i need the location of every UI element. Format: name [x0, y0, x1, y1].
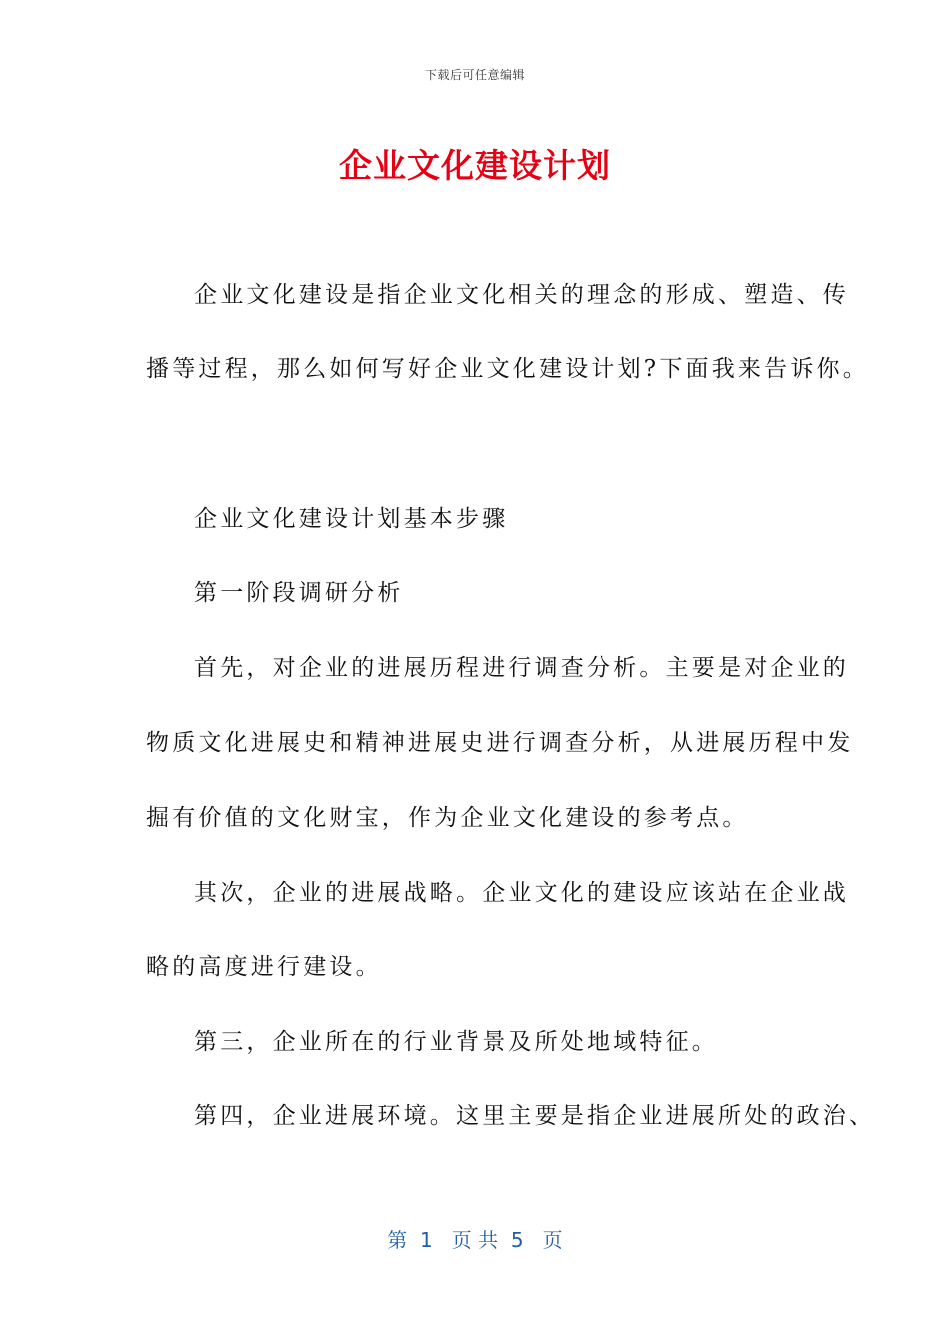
- paragraph-line: 掘有价值的文化财宝，作为企业文化建设的参考点。: [146, 805, 749, 831]
- subsection-heading: 第一阶段调研分析: [194, 580, 404, 606]
- paragraph-line: 略的高度进行建设。: [146, 954, 382, 980]
- paragraph-line: 首先，对企业的进展历程进行调查分析。主要是对企业的: [194, 655, 849, 681]
- paragraph-line: 其次，企业的进展战略。企业文化的建设应该站在企业战: [194, 880, 849, 906]
- section-heading: 企业文化建设计划基本步骤: [194, 506, 509, 532]
- download-note: 下载后可任意编辑: [424, 68, 525, 82]
- paragraph-line: 第四，企业进展环境。这里主要是指企业进展所处的政治、: [194, 1103, 876, 1129]
- paragraph-line: 物质文化进展史和精神进展史进行调查分析，从进展历程中发: [146, 730, 854, 756]
- paragraph-line: 播等过程，那么如何写好企业文化建设计划?下面我来告诉你。: [146, 356, 869, 382]
- page-number-footer: 第 1 页 共 5 页: [387, 1228, 563, 1252]
- paragraph-line: 企业文化建设是指企业文化相关的理念的形成、塑造、传: [194, 282, 849, 308]
- paragraph-line: 第三，企业所在的行业背景及所处地域特征。: [194, 1029, 718, 1055]
- page-title: 企业文化建设计划: [339, 146, 611, 185]
